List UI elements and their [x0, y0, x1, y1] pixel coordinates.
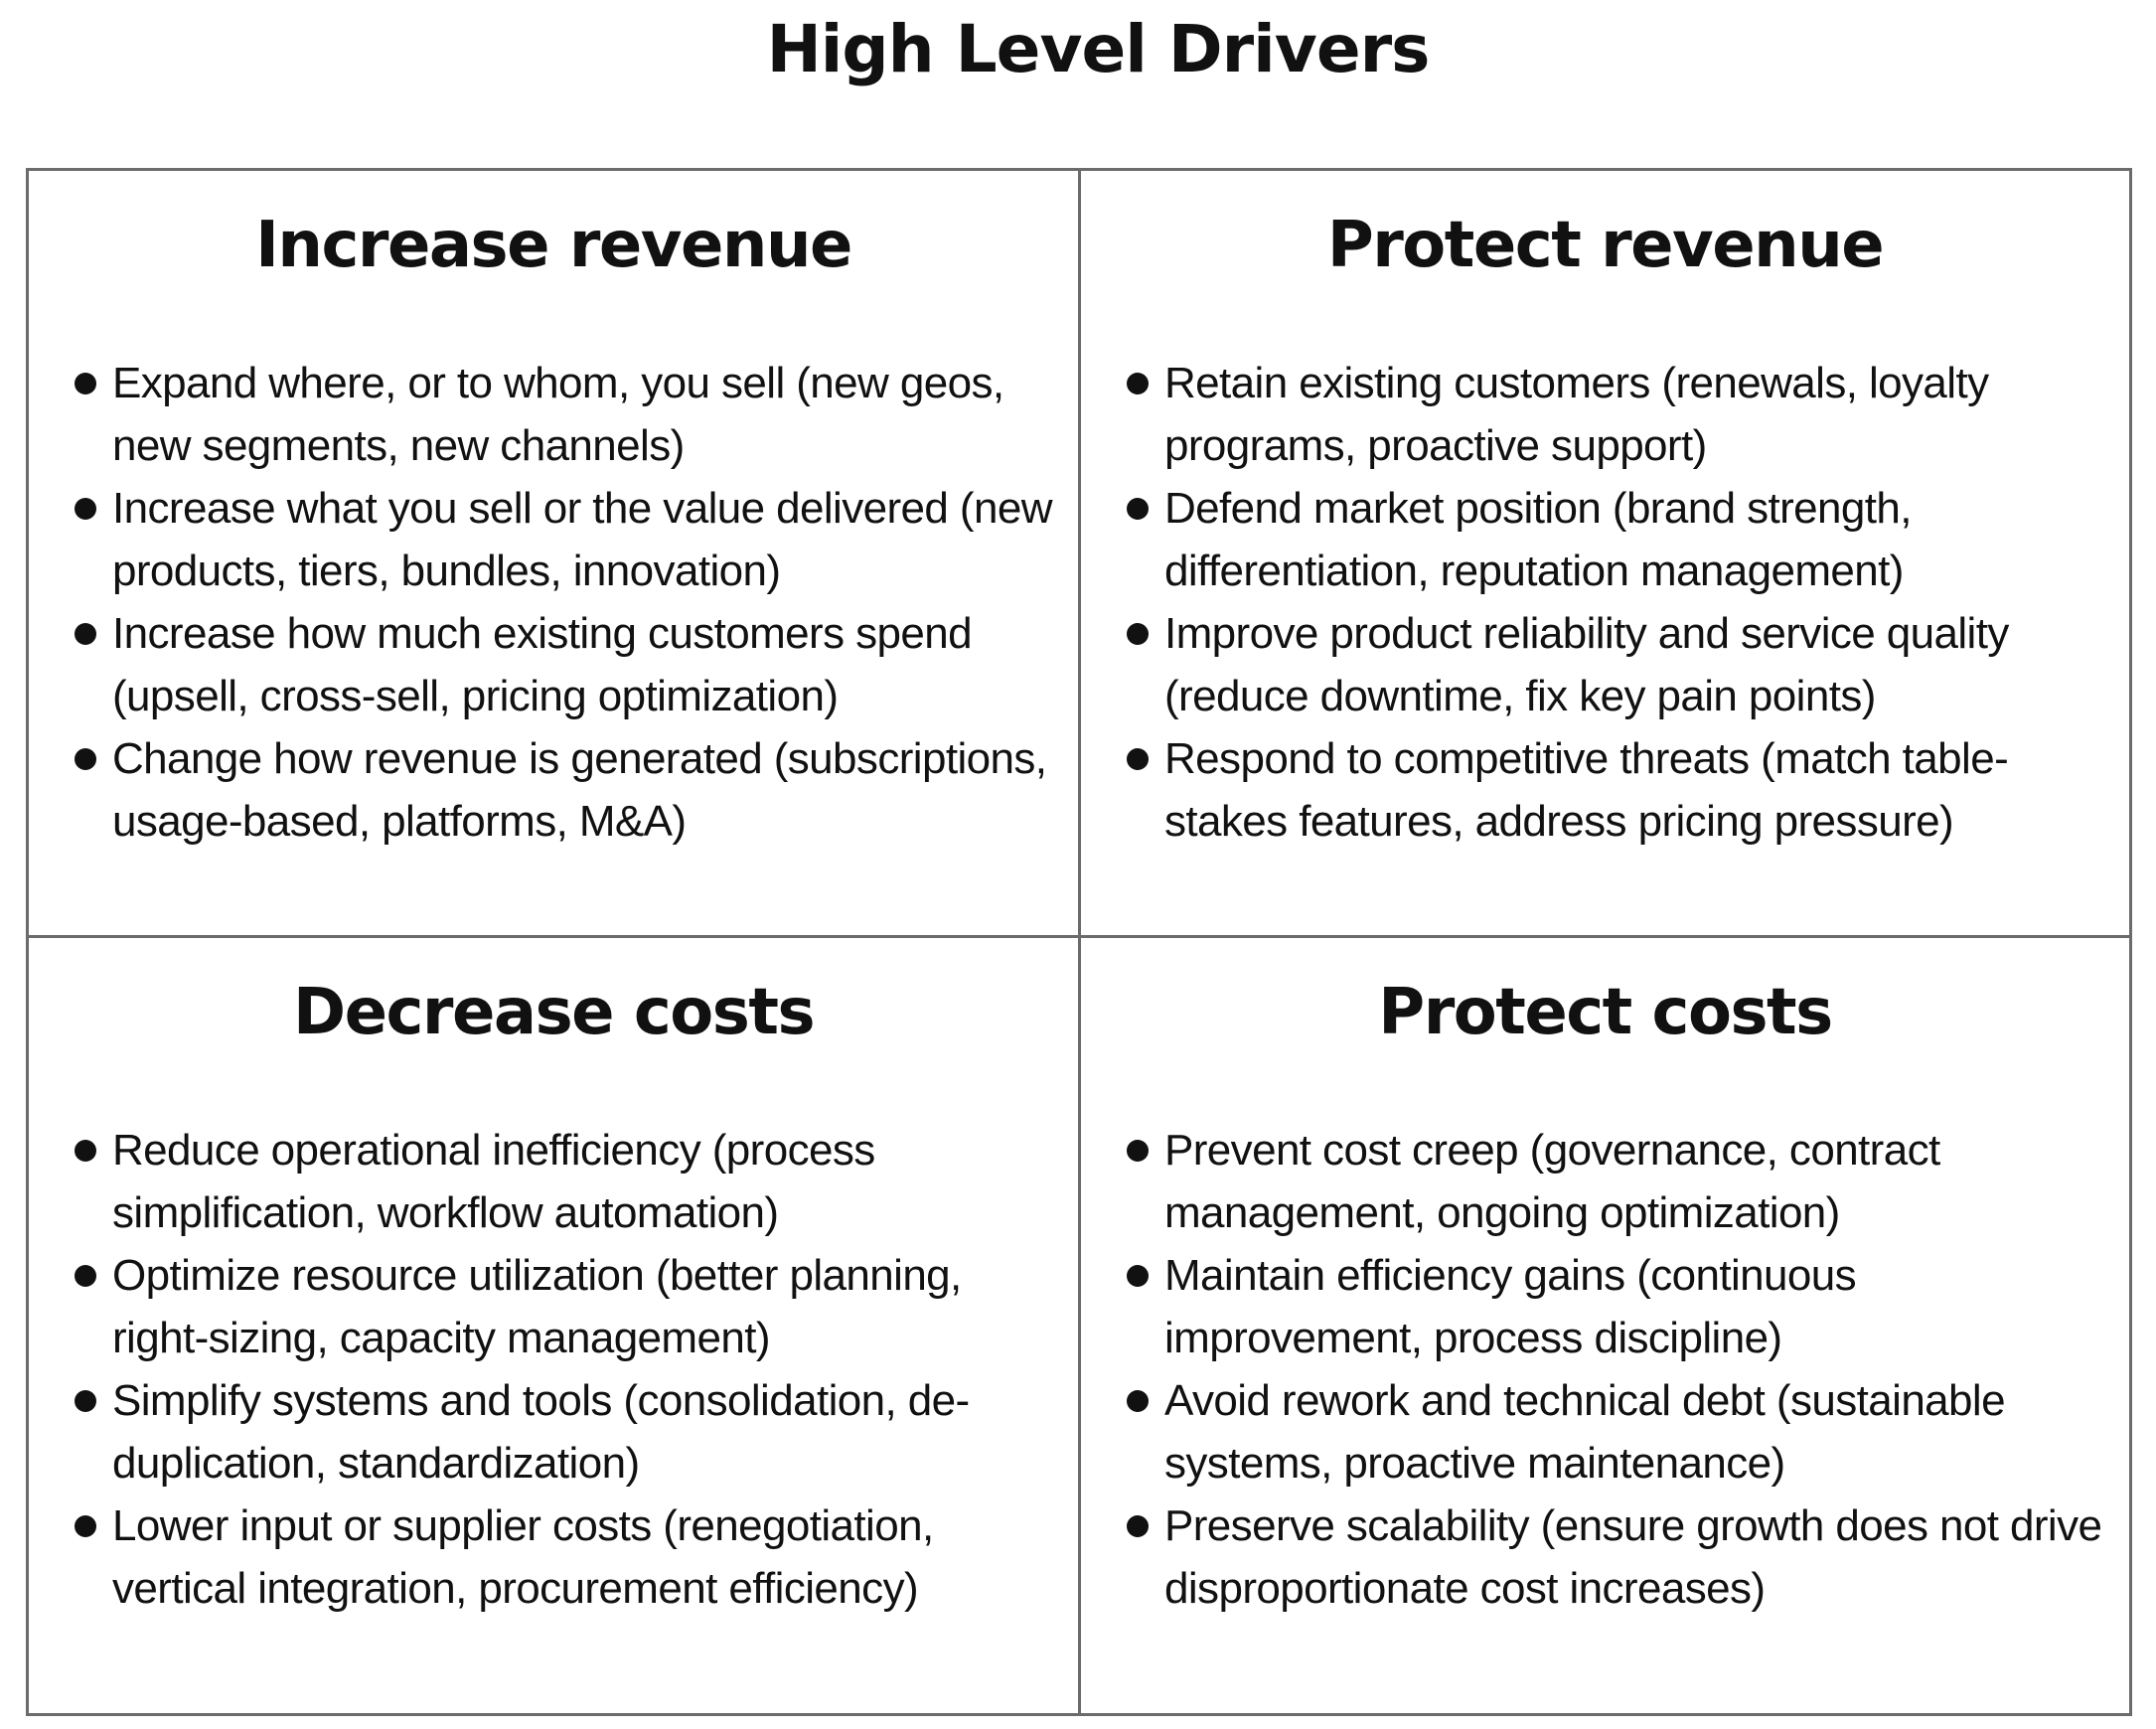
- quadrant-heading: Increase revenue: [255, 209, 851, 282]
- page-title: High Level Drivers: [766, 11, 1430, 87]
- bullet-icon: [1127, 498, 1149, 520]
- list-item: [73, 1369, 1068, 1494]
- list-item-text: Optimize resource utilization (better planning, right-sizing, capacity management): [112, 1251, 962, 1362]
- bullet-icon: [75, 1265, 96, 1287]
- list-item-text: Lower input or supplier costs (renegotiation, vertical integration, procurement efficiency): [112, 1501, 934, 1613]
- list-item: [73, 477, 1068, 602]
- list-item: [73, 1244, 1068, 1369]
- driver-list: [1125, 1119, 2119, 1620]
- list-item: [1125, 727, 2119, 853]
- list-item: [73, 1119, 1068, 1244]
- bullet-icon: [75, 373, 96, 394]
- bullet-icon: [1127, 1140, 1149, 1162]
- list-item-text: Expand where, or to whom, you sell (new geos, new segments, new channels): [112, 359, 1004, 470]
- list-item: [73, 352, 1068, 477]
- driver-list: [73, 1119, 1068, 1620]
- driver-list: [1125, 352, 2119, 853]
- list-item: [73, 727, 1068, 853]
- driver-list: [73, 352, 1068, 853]
- bullet-icon: [75, 1390, 96, 1412]
- list-item-text: Improve product reliability and service quality (reduce downtime, fix key pain points): [1164, 609, 2009, 720]
- list-item-text: Increase how much existing customers spend (upsell, cross-sell, pricing optimization): [112, 609, 973, 720]
- list-item-text: Prevent cost creep (governance, contract management, ongoing optimization): [1164, 1126, 1940, 1237]
- list-item-text: Change how revenue is generated (subscriptions, usage-based, platforms, M&A): [112, 734, 1047, 846]
- bullet-icon: [75, 1140, 96, 1162]
- list-item-text: Avoid rework and technical debt (sustainable systems, proactive maintenance): [1164, 1376, 2005, 1488]
- list-item: [1125, 477, 2119, 602]
- bullet-icon: [1127, 1265, 1149, 1287]
- list-item-text: Maintain efficiency gains (continuous improvement, process discipline): [1164, 1251, 1857, 1362]
- bullet-icon: [1127, 623, 1149, 645]
- list-item: [1125, 602, 2119, 727]
- list-item: [1125, 1494, 2119, 1620]
- bullet-icon: [75, 748, 96, 770]
- list-item-text: Preserve scalability (ensure growth does not drive disproportionate cost increases): [1164, 1501, 2102, 1613]
- bullet-icon: [1127, 373, 1149, 394]
- list-item: [73, 602, 1068, 727]
- quadrant-protect-costs: [1081, 938, 2129, 1713]
- list-item: [1125, 1244, 2119, 1369]
- list-item-text: Respond to competitive threats (match table-stakes features, address pricing pressure): [1164, 734, 2009, 846]
- list-item-text: Simplify systems and tools (consolidation, de-duplication, standardization): [112, 1376, 970, 1488]
- quadrant-protect-revenue: [1081, 171, 2129, 938]
- bullet-icon: [1127, 1390, 1149, 1412]
- list-item-text: Retain existing customers (renewals, loyalty programs, proactive support): [1164, 359, 1989, 470]
- quadrant-decrease-costs: [29, 938, 1081, 1713]
- list-item: [73, 1494, 1068, 1620]
- drivers-grid: [26, 168, 2132, 1716]
- bullet-icon: [1127, 748, 1149, 770]
- quadrant-increase-revenue: [29, 171, 1081, 938]
- list-item: [1125, 1119, 2119, 1244]
- list-item: [1125, 1369, 2119, 1494]
- list-item: [1125, 352, 2119, 477]
- list-item-text: Reduce operational inefficiency (process simplification, workflow automation): [112, 1126, 875, 1237]
- quadrant-heading: Decrease costs: [292, 976, 815, 1049]
- list-item-text: Defend market position (brand strength, differentiation, reputation management): [1164, 484, 1912, 595]
- bullet-icon: [75, 623, 96, 645]
- list-item-text: Increase what you sell or the value delivered (new products, tiers, bundles, innovation): [112, 484, 1052, 595]
- bullet-icon: [75, 1515, 96, 1537]
- bullet-icon: [75, 498, 96, 520]
- quadrant-heading: Protect costs: [1378, 976, 1832, 1049]
- bullet-icon: [1127, 1515, 1149, 1537]
- quadrant-heading: Protect revenue: [1326, 209, 1884, 282]
